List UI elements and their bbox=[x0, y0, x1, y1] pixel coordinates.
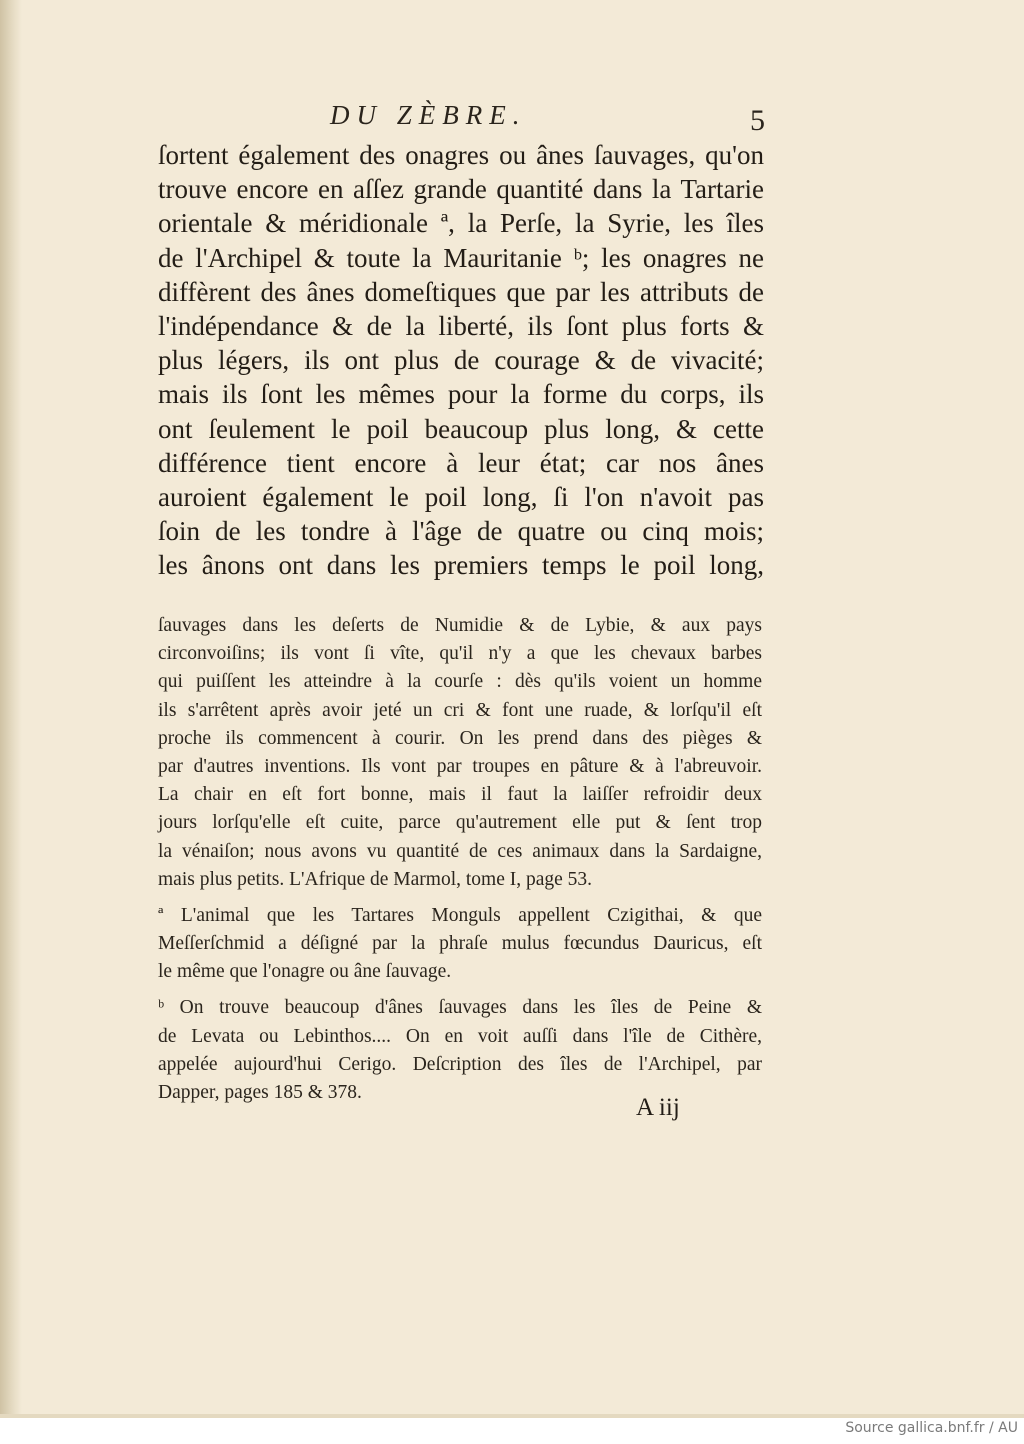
text-line: ſoin de les tondre à l'âge de quatre ou cinq mois; bbox=[158, 516, 764, 547]
text-line: auroient également le poil long, ſi l'on n'avoit pas bbox=[158, 481, 764, 512]
page-spine-shadow bbox=[0, 0, 22, 1418]
footnote-line: mais plus petits. L'Afrique de Marmol, tome I, page 53. bbox=[158, 868, 593, 890]
source-credit: Source gallica.bnf.fr / AU bbox=[845, 1420, 1018, 1436]
text-line: orientale & méridionale ª, la Perſe, la Syrie, les îles bbox=[158, 208, 764, 239]
text-line: trouve encore en aſſez grande quantité dans la Tartarie bbox=[158, 174, 764, 205]
footnote-line: ſauvages dans les deſerts de Numidie & de Lybie, & aux pays bbox=[158, 615, 762, 636]
footnote-line: par d'autres inventions. Ils vont par troupes en pâture & à l'abreuvoir. bbox=[158, 755, 762, 777]
footnote-line: de Levata ou Lebinthos.... On en voit auſſi dans l'île de Cithère, bbox=[158, 1025, 762, 1047]
text-line: mais ils ſont les mêmes pour la forme du corps, ils bbox=[158, 379, 764, 410]
text-line: ont ſeulement le poil beaucoup plus long, & cette bbox=[158, 413, 764, 444]
footnote-line: jours lorſqu'elle eſt cuite, parce qu'autrement elle put & ſent trop bbox=[158, 812, 762, 834]
page-number: 5 bbox=[750, 104, 765, 137]
footnote-continued bbox=[158, 612, 762, 894]
text-line: les ânons ont dans les premiers temps le poil long, bbox=[158, 550, 764, 581]
footnote-line: qui puiſſent les atteindre à la courſe : dès qu'ils voient un homme bbox=[158, 671, 762, 693]
footnote-line: circonvoiſins; ils vont ſi vîte, qu'il n'y a que les chevaux barbes bbox=[158, 643, 762, 665]
text-line: plus légers, ils ont plus de courage & de vivacité; bbox=[158, 345, 764, 376]
text-line: différence tient encore à leur état; car nos ânes bbox=[158, 447, 764, 478]
text-line: l'indépendance & de la liberté, ils ſont plus forts & bbox=[158, 310, 764, 341]
footnotes bbox=[158, 612, 762, 1107]
main-text bbox=[158, 138, 764, 582]
running-title: DU ZÈBRE. bbox=[330, 100, 527, 130]
signature-mark: A iij bbox=[636, 1094, 680, 1121]
footnote-line: La chair en eſt fort bonne, mais il faut la laiſſer refroidir deux bbox=[158, 784, 762, 806]
footnote-line: Meſſerſchmid a déſigné par la phraſe mulus fœcundus Dauricus, eſt bbox=[158, 933, 762, 955]
footnote-line: proche ils commencent à courir. On les prend dans des pièges & bbox=[158, 727, 762, 749]
text-line: ſortent également des onagres ou ânes ſauvages, qu'on bbox=[158, 140, 764, 170]
footnote-line: ils s'arrêtent après avoir jeté un cri & font une ruade, & lorſqu'il eſt bbox=[158, 699, 762, 721]
text-line: diffèrent des ânes domeſtiques que par les attributs de bbox=[158, 276, 764, 307]
footnote-b bbox=[158, 994, 762, 1107]
footnote-line: la vénaiſon; nous avons vu quantité de ces animaux dans la Sardaigne, bbox=[158, 840, 762, 862]
text-line: de l'Archipel & toute la Mauritanie ᵇ; les onagres ne bbox=[158, 242, 764, 273]
footnote-a bbox=[158, 902, 762, 987]
page-header bbox=[160, 100, 765, 140]
footnote-line: appelée aujourd'hui Cerigo. Deſcription des îles de l'Archipel, par bbox=[158, 1053, 762, 1075]
footnote-line: Dapper, pages 185 & 378. bbox=[158, 1082, 362, 1103]
footnote-line: ᵇ On trouve beaucoup d'ânes ſauvages dans les îles de Peine & bbox=[158, 997, 762, 1019]
footnote-line: le même que l'onagre ou âne ſauvage. bbox=[158, 961, 452, 983]
source-bar bbox=[0, 1418, 1024, 1444]
footnote-line: ª L'animal que les Tartares Monguls appellent Czigithai, & que bbox=[158, 904, 762, 926]
